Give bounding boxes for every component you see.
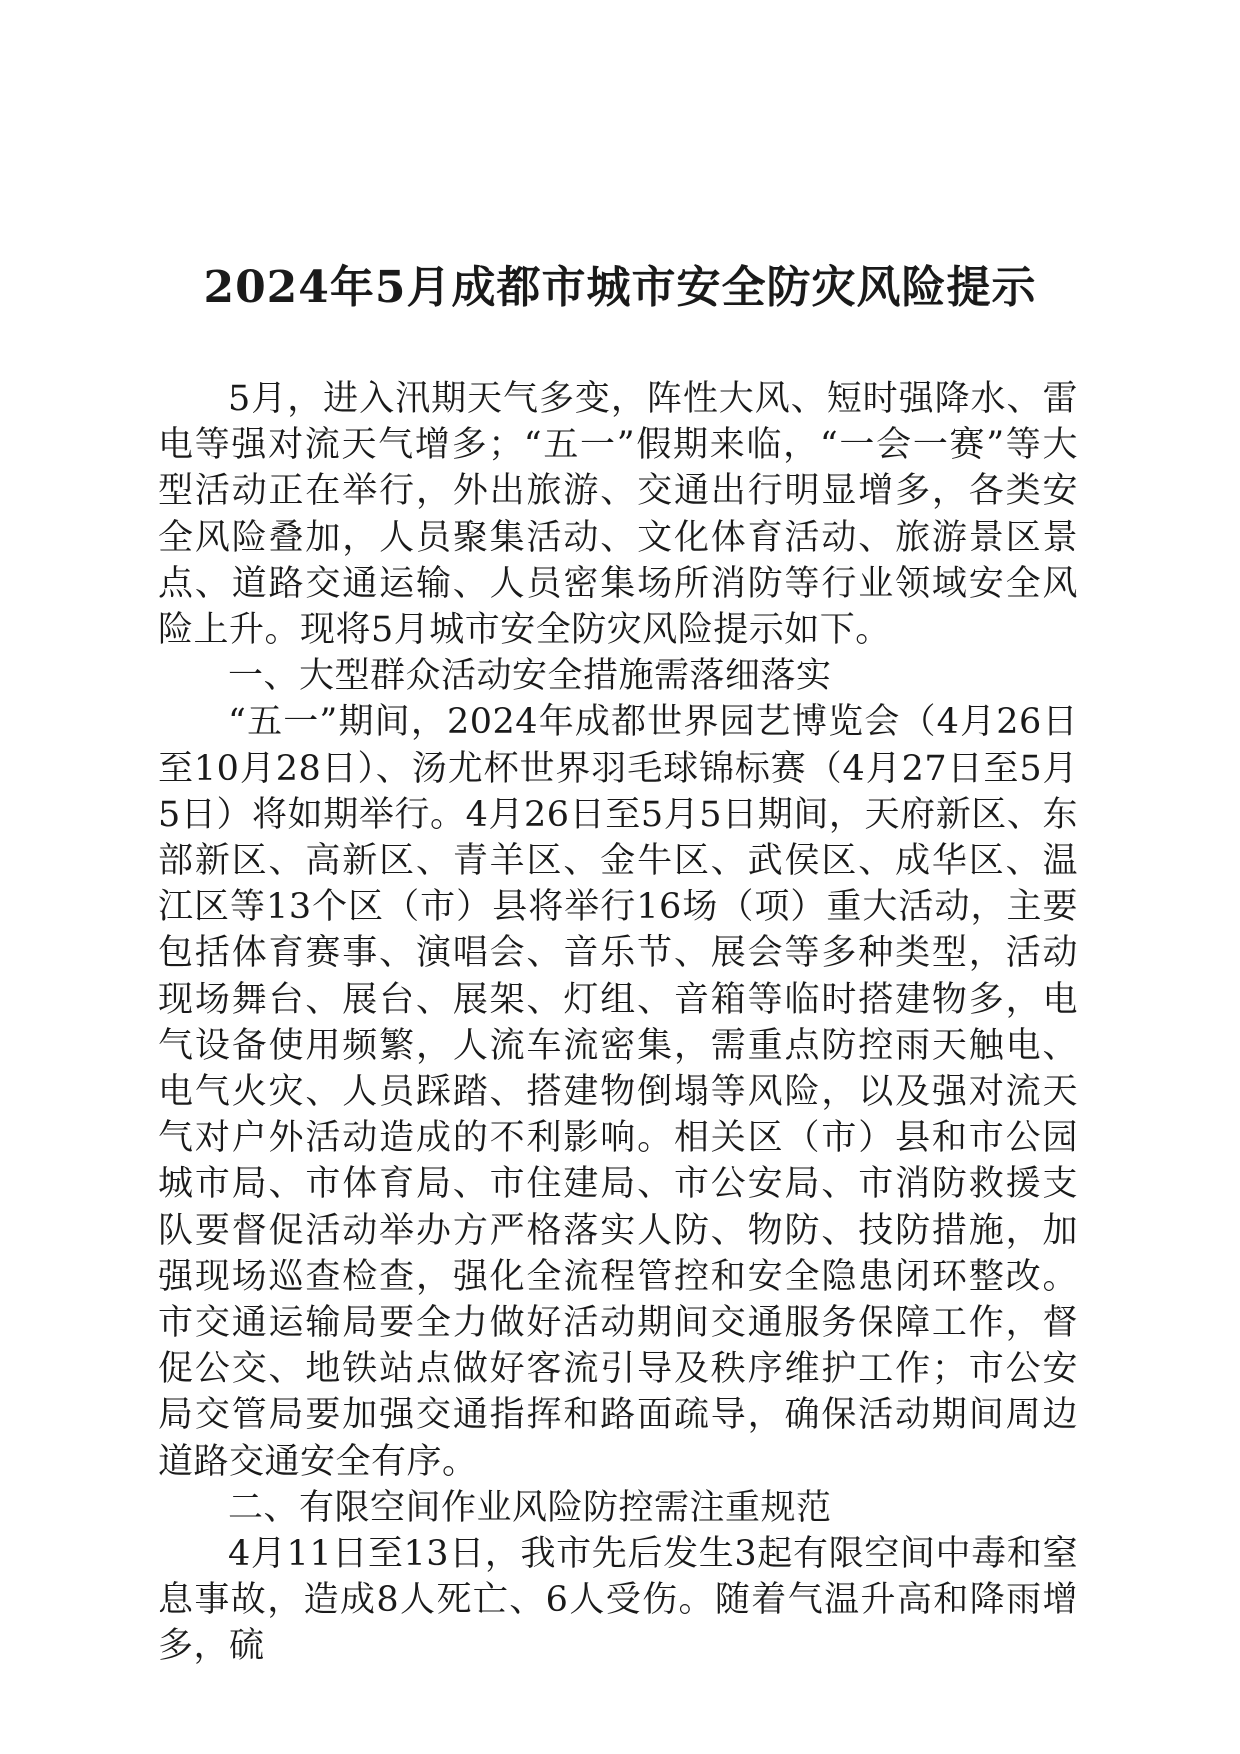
intro-paragraph: 5月，进入汛期天气多变，阵性大风、短时强降水、雷电等强对流天气增多；“五一”假期来临，“一会一赛”等大型活动正在举行，外出旅游、交通出行明显增多，各类安全风险叠加，人员聚集活动、文化体育活动、旅游景区景点、道路交通运输、人员密集场所消防等行业领域安全风险上升。现将5月城市安全防灾风险提示如下。 [158, 379, 1078, 651]
section-1-heading: 一、大型群众活动安全措施需落细落实 [228, 656, 832, 697]
document-title: 2024年5月成都市城市安全防灾风险提示 [203, 262, 1037, 313]
section-2-paragraph: 4月11日至13日，我市先后发生3起有限空间中毒和窒息事故，造成8人死亡、6人受伤。随着气温升高和降雨增多，硫 [158, 1534, 1078, 1667]
section-1-paragraph: “五一”期间，2024年成都世界园艺博览会（4月26日至10月28日）、汤尤杯世界羽毛球锦标赛（4月27日至5月5日）将如期举行。4月26日至5月5日期间，天府新区、东部新区、高新区、青羊区、金牛区、武侯区、成华区、温江区等13个区（市）县将举行16场（项）重大活动，主要包括体育赛事、演唱会、音乐节、展会等多种类型，活动现场舞台、展台、展架、灯组、音箱等临时搭建物多，电气设备使用频繁，人流车流密集，需重点防控雨天触电、电气火灾、人员踩踏、搭建物倒塌等风险，以及强对流天气对户外活动造成的不利影响。相关区（市）县和市公园城市局、市体育局、市住建局、市公安局、市消防救援支队要督促活动举办方严格落实人防、物防、技防措施，加强现场巡查检查，强化全流程管控和安全隐患闭环整改。市交通运输局要全力做好活动期间交通服务保障工作，督促公交、地铁站点做好客流引导及秩序维护工作；市公安局交管局要加强交通指挥和路面疏导，确保活动期间周边道路交通安全有序。 [158, 702, 1078, 1482]
section-2-heading: 二、有限空间作业风险防控需注重规范 [228, 1487, 832, 1528]
document-body [158, 376, 1078, 1670]
